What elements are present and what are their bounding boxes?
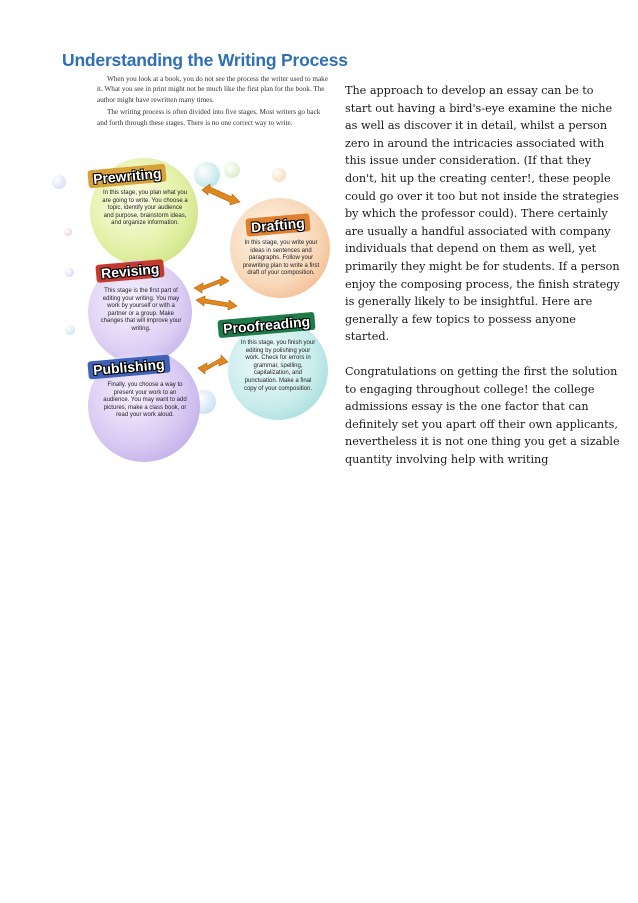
- infographic-title: Understanding the Writing Process: [62, 50, 348, 70]
- proofreading-description: In this stage, you finish your editing by polishing your work. Check for errors in grammar, spelling, capitalization, and punctuation. Make a final copy of your composition.: [240, 340, 316, 392]
- publishing-description: Finally, you choose a way to present your work to an audience. You may want to add pictures, make a class book, or read your work aloud.: [103, 382, 187, 419]
- proofreading-banner: Proofreading: [217, 312, 315, 338]
- writing-process-infographic: [62, 50, 348, 465]
- revising-banner: Revising: [95, 259, 165, 283]
- article-paragraph: Congratulations on getting the first the solution to engaging throughout college! the college admissions essay is the one factor that can definitely set you apart off their own applicants, nevertheless it is not one thing you get a sizable quantity involving help with writing: [345, 364, 620, 466]
- drafting-description: In this stage, you write your ideas in sentences and paragraphs. Follow your prewriting plan to write a first draft of your composition.: [242, 240, 320, 277]
- prewriting-description: In this stage, you plan what you are going to write. You choose a topic, identify your audience and purpose, brainstorm ideas, and organize information.: [102, 190, 188, 227]
- prewriting-banner: Prewriting: [87, 164, 167, 189]
- intro-paragraph: The writing process is often divided into five stages. Most writers go back and forth through these stages. There is no one correct way to write.: [97, 108, 321, 127]
- publishing-banner: Publishing: [87, 354, 170, 379]
- double-arrow-icon: [202, 184, 240, 205]
- revising-description: This stage is the first part of editing your writing. You may work by yourself or with a partner or a group. Make changes that will improve your writing.: [100, 288, 182, 332]
- article-text: [345, 82, 623, 485]
- article-paragraph: The approach to develop an essay can be to start out having a bird's-eye examine the niche as well as discover it in detail, whilst a person zero in around the intricacies associated with this issue under consideration. (If that they don't, hit up the creating center!, these people could go over it too but not inside the strategies by which the professor could). There certainly are usually a handful associated with company individuals that depend on them as well, yet primarily they might be for students. If a person enjoy the composing process, the finish strategy is generally likely to be insightful. Here are generally a few topics to possess anyone started.: [345, 84, 620, 344]
- intro-paragraph: When you look at a book, you do not see the process the writer used to make it. What you see in print might not be much like the first plan for the book. The author might have rewritten many times.: [97, 75, 328, 104]
- double-arrow-icon: [196, 296, 237, 310]
- drafting-banner: Drafting: [245, 213, 310, 236]
- double-arrow-icon: [194, 276, 229, 293]
- double-arrow-icon: [198, 355, 228, 374]
- process-arrows: [62, 50, 348, 465]
